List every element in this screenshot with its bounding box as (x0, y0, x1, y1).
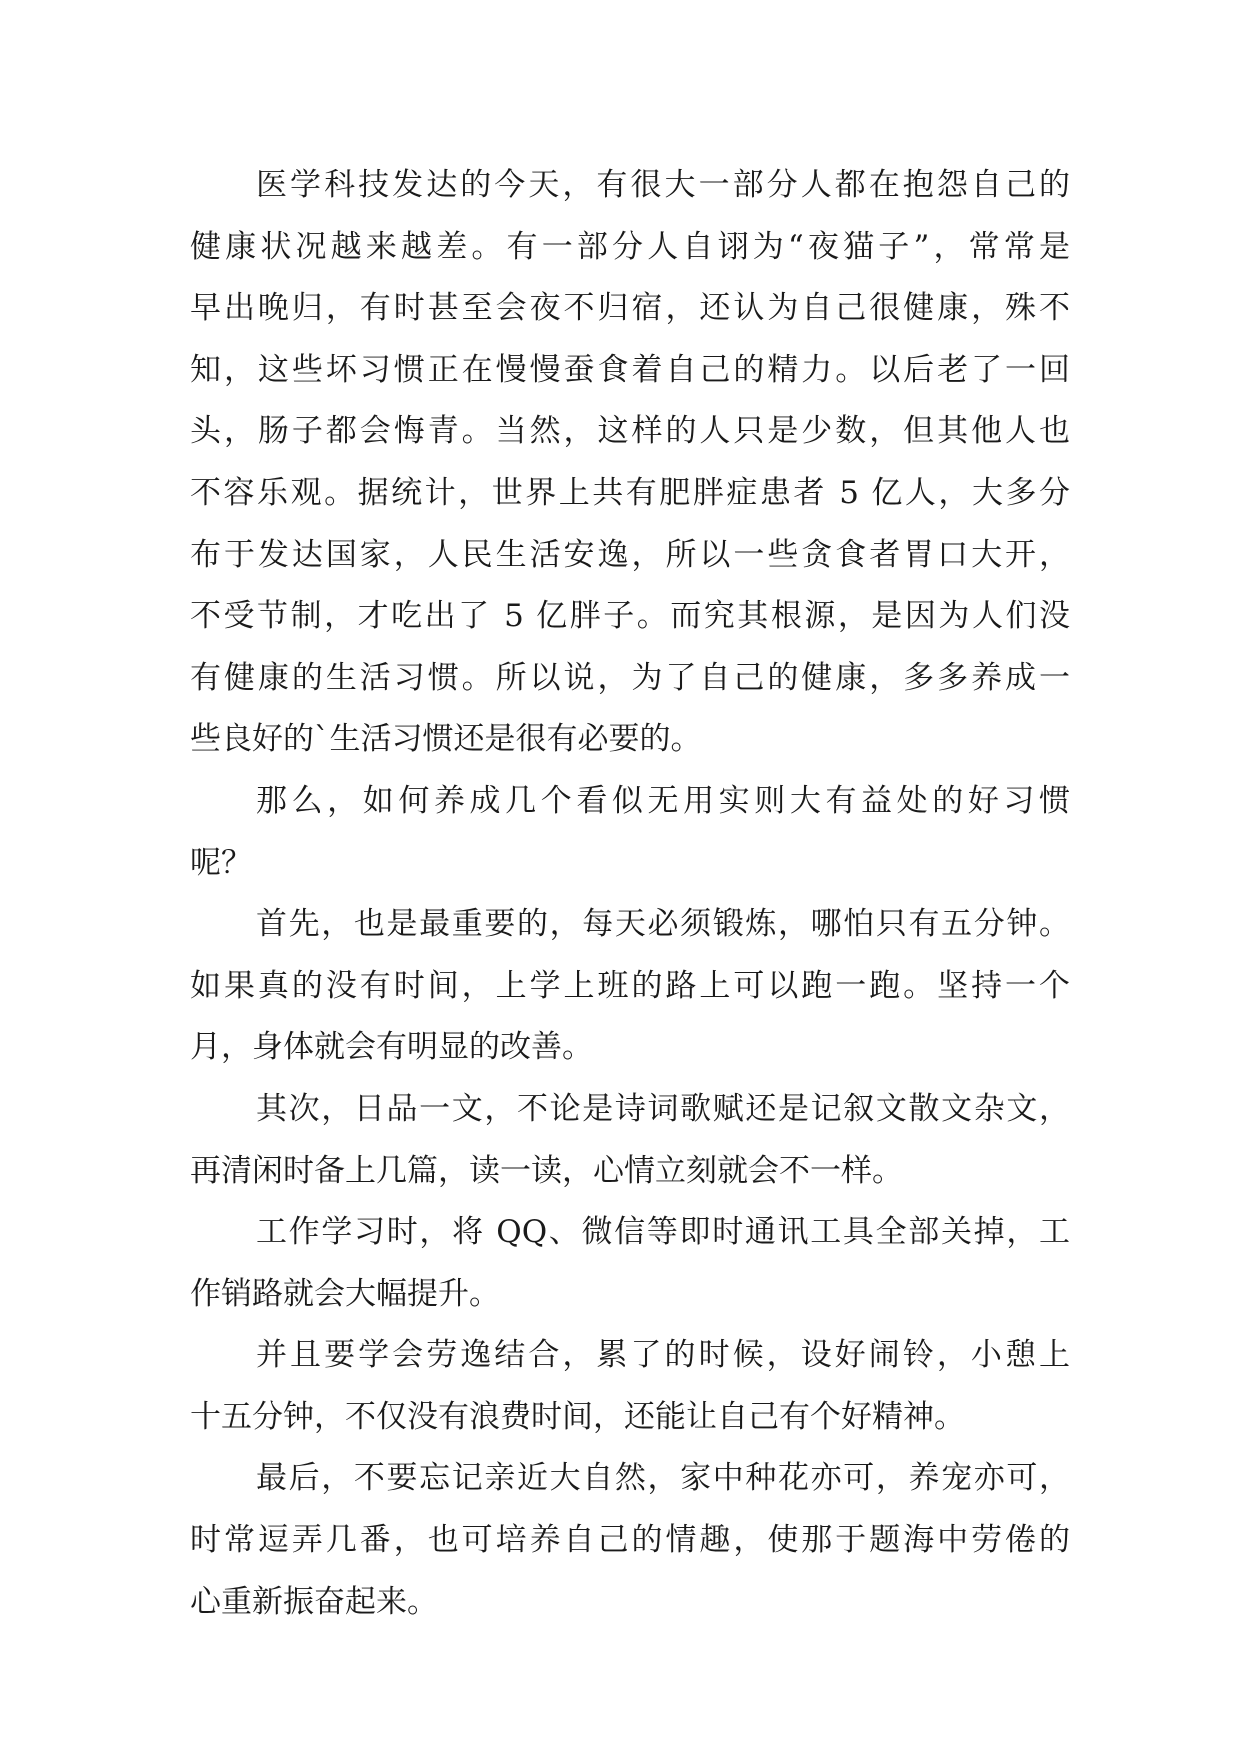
paragraph-line: 健康状况越来越差。有一部分人自诩为“夜猫子”，常常是 (190, 228, 1070, 265)
paragraph-line: 工作学习时，将 QQ、微信等即时通讯工具全部关掉，工 (256, 1214, 1070, 1251)
paragraph-line: 不容乐观。据统计，世界上共有肥胖症患者 5 亿人，大多分 (190, 474, 1070, 511)
paragraph-line: 作销路就会大幅提升。 (190, 1275, 500, 1312)
paragraph-line: 知，这些坏习惯正在慢慢蚕食着自己的精力。以后老了一回 (190, 351, 1070, 388)
paragraph-line: 时常逗弄几番，也可培养自己的情趣，使那于题海中劳倦的 (190, 1522, 1070, 1559)
paragraph-line: 些良好的`生活习惯还是很有必要的。 (190, 721, 702, 758)
paragraph-line: 十五分钟，不仅没有浪费时间，还能让自己有个好精神。 (190, 1398, 965, 1435)
paragraph-line: 布于发达国家，人民生活安逸，所以一些贪食者胃口大开， (190, 536, 1070, 573)
paragraph-line: 并且要学会劳逸结合，累了的时候，设好闹铃，小憩上 (256, 1337, 1070, 1374)
paragraph-line: 不受节制，才吃出了 5 亿胖子。而究其根源，是因为人们没 (190, 598, 1070, 635)
paragraph-line: 最后，不要忘记亲近大自然，家中种花亦可，养宠亦可， (256, 1460, 1070, 1497)
paragraph-line: 如果真的没有时间，上学上班的路上可以跑一跑。坚持一个 (190, 967, 1070, 1004)
paragraph-line: 有健康的生活习惯。所以说，为了自己的健康，多多养成一 (190, 659, 1070, 696)
document-body (190, 155, 1070, 1633)
paragraph-line: 其次，日品一文，不论是诗词歌赋还是记叙文散文杂文， (256, 1090, 1070, 1127)
paragraph-line: 月，身体就会有明显的改善。 (190, 1029, 593, 1066)
paragraph-line: 呢？ (190, 844, 252, 881)
paragraph-line: 医学科技发达的今天，有很大一部分人都在抱怨自己的 (256, 167, 1070, 203)
paragraph-line: 再清闲时备上几篇，读一读，心情立刻就会不一样。 (190, 1152, 903, 1189)
paragraph-line: 头，肠子都会悔青。当然，这样的人只是少数，但其他人也 (190, 413, 1070, 450)
paragraph-line: 首先，也是最重要的，每天必须锻炼，哪怕只有五分钟。 (256, 906, 1070, 943)
paragraph-line: 心重新振奋起来。 (190, 1583, 438, 1620)
paragraph-line: 早出晚归，有时甚至会夜不归宿，还认为自己很健康，殊不 (190, 290, 1070, 327)
paragraph-line: 那么，如何养成几个看似无用实则大有益处的好习惯 (256, 782, 1070, 819)
